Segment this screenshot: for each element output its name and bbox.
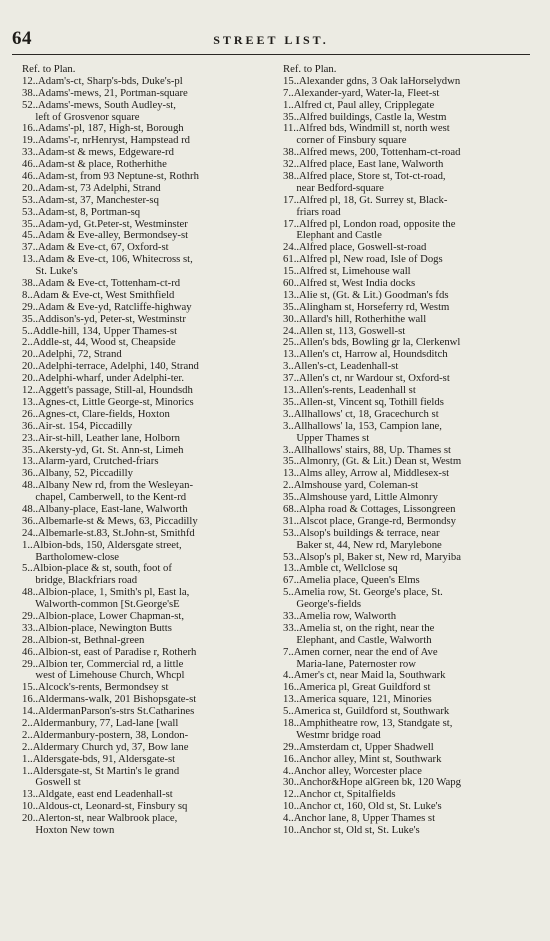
- street-entry: 29..Albion-place, Lower Chapman-st,: [22, 610, 185, 622]
- street-entry: 30..Anchor&Hope alGreen bk, 120 Wapg: [283, 777, 461, 789]
- street-entry: George's-fields: [283, 599, 362, 611]
- street-entry: west of Limehouse Church, Whcpl: [22, 670, 185, 682]
- street-entry: 12..Anchor ct, Spitalfields: [283, 789, 396, 801]
- street-entry: 53..Adam-st, 37, Manchester-sq: [22, 194, 159, 206]
- street-entry: Goswell st: [22, 777, 81, 789]
- right-column: [283, 64, 535, 837]
- street-entry: 2..Aldermanbury, 77, Lad-lane [wall: [22, 717, 179, 729]
- street-entry: 17..Alfred pl, London road, opposite the: [283, 218, 456, 230]
- street-entry: 13..Alarm-yard, Crutched-friars: [22, 456, 159, 468]
- column-heading: Ref. to Plan.: [283, 64, 337, 75]
- street-entry: 15..Alexander gdns, 3 Oak laHorselydwn: [283, 75, 461, 87]
- street-entry: Westmr bridge road: [283, 729, 381, 741]
- street-entry: 20..Adelphi-terrace, Adelphi, 140, Strand: [22, 361, 199, 373]
- street-entry: Bartholomew-close: [22, 551, 120, 563]
- street-entry: 13..Adam & Eve-ct, 106, Whitecross st,: [22, 254, 193, 266]
- street-entry: 35..Alingham st, Horseferry rd, Westm: [283, 301, 450, 313]
- street-entry: 20..Adelphi-wharf, under Adelphi-ter.: [22, 373, 185, 385]
- street-entry: 33..Adam-st & mews, Edgeware-rd: [22, 147, 174, 159]
- street-entry: 13..Aldgate, east end Leadenhall-st: [22, 789, 173, 801]
- street-entry: 46..Albion-st, east of Paradise r, Rotherh: [22, 646, 197, 658]
- street-entry: 29..Albion ter, Commercial rd, a little: [22, 658, 184, 670]
- street-entry: 13..Alie st, (Gt. & Lit.) Goodman's fds: [283, 289, 449, 301]
- street-entry: 13..Alms alley, Arrow al, Middlesex-st: [283, 468, 450, 480]
- page-header: [12, 28, 530, 55]
- street-entry: 20..Alerton-st, near Walbrook place,: [22, 813, 178, 825]
- street-entry: 33..Albion-place, Newington Butts: [22, 622, 172, 634]
- street-entry: 18..Amphitheatre row, 13, Standgate st,: [283, 717, 453, 729]
- street-entry: 35..Almshouse yard, Little Almonry: [283, 492, 438, 504]
- street-entry: 53..Adam-st, 8, Portman-sq: [22, 206, 141, 218]
- street-entry: 2..Aldermary Church yd, 37, Bow lane: [22, 741, 189, 753]
- street-entry: Walworth-common [St.George'sE: [22, 599, 180, 611]
- street-entry: 1..Albion-bds, 150, Aldersgate street,: [22, 539, 182, 551]
- street-entry: 37..Adam & Eve-ct, 67, Oxford-st: [22, 242, 169, 254]
- street-entry: 11..Alfred bds, Windmill st, north west: [283, 123, 450, 135]
- street-entry: 17..Alfred pl, 18, Gt. Surrey st, Black-: [283, 194, 448, 206]
- street-entry: 10..Anchor st, Old st, St. Luke's: [283, 825, 420, 836]
- street-entry: Elephant and Castle: [283, 230, 382, 242]
- street-entry: 31..Alscot place, Grange-rd, Bermondsy: [283, 515, 457, 527]
- street-entry: friars road: [283, 206, 341, 218]
- street-entry: bridge, Blackfriars road: [22, 575, 138, 587]
- street-entry: 53..Alsop's pl, Baker st, New rd, Maryiba: [283, 551, 461, 563]
- street-entry: 29..Amsterdam ct, Upper Shadwell: [283, 741, 434, 753]
- street-entry: 13..Allen's-rents, Leadenhall st: [283, 385, 416, 397]
- street-entry: 10..Aldous-ct, Leonard-st, Finsbury sq: [22, 801, 188, 813]
- street-entry: 3..Allen's-ct, Leadenhall-st: [283, 361, 399, 373]
- street-entry: 15..Alcock's-rents, Bermondsey st: [22, 682, 169, 694]
- street-entry: Maria-lane, Paternoster row: [283, 658, 416, 670]
- street-entry: 7..Alexander-yard, Water-la, Fleet-st: [283, 87, 440, 99]
- street-entry: 5..America st, Guildford st, Southwark: [283, 706, 450, 718]
- street-entry: Upper Thames st: [283, 432, 370, 444]
- street-entry: 32..Alfred place, East lane, Walworth: [283, 159, 444, 171]
- street-entry: 19..Adams'-r, nrHenryst, Hampstead rd: [22, 135, 191, 147]
- street-entry: 29..Adam & Eve-yd, Ratcliffe-highway: [22, 301, 192, 313]
- street-entry: 28..Albion-st, Bethnal-green: [22, 634, 145, 646]
- street-entry: 36..Albany, 52, Piccadilly: [22, 468, 133, 480]
- street-entry: 24..Alfred place, Goswell-st-road: [283, 242, 427, 254]
- street-entry: 53..Alsop's buildings & terrace, near: [283, 527, 440, 539]
- street-entry: 30..Allard's hill, Rotherhithe wall: [283, 313, 427, 325]
- street-entry: 35..Akersty-yd, Gt. St. Ann-st, Limeh: [22, 444, 184, 456]
- street-entry: 20..Adelphi, 72, Strand: [22, 349, 122, 361]
- street-entry: 16..Adams'-pl, 187, High-st, Borough: [22, 123, 184, 135]
- street-entry: 1..Alfred ct, Paul alley, Cripplegate: [283, 99, 435, 111]
- street-entry: 4..Anchor alley, Worcester place: [283, 765, 422, 777]
- street-entry: 3..Allhallows' stairs, 88, Up. Thames st: [283, 444, 451, 456]
- street-entry: 20..Adam-st, 73 Adelphi, Strand: [22, 182, 161, 194]
- street-entry: Baker st, 44, New rd, Marylebone: [283, 539, 442, 551]
- street-entry: 35..Addison's-yd, Peter-st, Westminstr: [22, 313, 186, 325]
- street-entry: 5..Addle-hill, 134, Upper Thames-st: [22, 325, 178, 337]
- street-entry: 38..Alfred place, Store st, Tot-ct-road,: [283, 171, 446, 183]
- street-entry: 33..Amelia st, on the right, near the: [283, 622, 435, 634]
- street-entry: chapel, Camberwell, to the Kent-rd: [22, 492, 187, 504]
- street-entry: 33..Amelia row, Walworth: [283, 610, 397, 622]
- street-entry: 35..Adam-yd, Gt.Peter-st, Westminster: [22, 218, 188, 230]
- street-entry: 61..Alfred pl, New road, Isle of Dogs: [283, 254, 443, 266]
- street-entry: 38..Adams'-mews, 21, Portman-square: [22, 87, 188, 99]
- street-entry: 2..Almshouse yard, Coleman-st: [283, 480, 419, 492]
- street-entry: 46..Adam-st & place, Rotherhithe: [22, 159, 167, 171]
- street-entry: 12..Aggett's passage, Still-al, Houndsdh: [22, 385, 193, 397]
- street-entry: 13..Amble ct, Wellclose sq: [283, 563, 398, 575]
- street-entry: 38..Alfred mews, 200, Tottenham-ct-road: [283, 147, 461, 159]
- street-entry: 24..Allen st, 113, Goswell-st: [283, 325, 406, 337]
- street-entry: 5..Amelia row, St. George's place, St.: [283, 587, 443, 599]
- street-entry: 35..Alfred buildings, Castle la, Westm: [283, 111, 447, 123]
- left-column: [22, 64, 280, 837]
- street-entry: 68..Alpha road & Cottages, Lissongreen: [283, 503, 456, 515]
- street-entry: 48..Albany New rd, from the Wesleyan-: [22, 480, 194, 492]
- column-heading: Ref. to Plan.: [22, 64, 76, 75]
- street-entry: 10..Anchor ct, 160, Old st, St. Luke's: [283, 801, 442, 813]
- street-entry: 36..Air-st. 154, Piccadilly: [22, 420, 133, 432]
- street-entry: 3..Allhallows' ct, 18, Gracechurch st: [283, 408, 439, 420]
- street-entry: 12..Adam's-ct, Sharp's-bds, Duke's-pl: [22, 75, 183, 87]
- street-entry: corner of Finsbury square: [283, 135, 407, 147]
- street-entry: 35..Almonry, (Gt. & Lit.) Dean st, Westm: [283, 456, 462, 468]
- street-entry: near Bedford-square: [283, 182, 384, 194]
- street-entry: 13..America square, 121, Minories: [283, 694, 432, 706]
- street-entry: 48..Albany-place, East-lane, Walworth: [22, 503, 188, 515]
- street-entry: 13..Allen's ct, Harrow al, Houndsditch: [283, 349, 448, 361]
- street-entry: 5..Albion-place & st, south, foot of: [22, 563, 172, 575]
- street-entry: 25..Allen's bds, Bowling gr la, Clerkenwl: [283, 337, 461, 349]
- street-entry: 2..Aldermanbury-postern, 38, London-: [22, 729, 189, 741]
- street-entry: 8..Adam & Eve-ct, West Smithfield: [22, 289, 175, 301]
- street-entry: 16..America pl, Great Guildford st: [283, 682, 431, 694]
- street-entry: 38..Adam & Eve-ct, Tottenham-ct-rd: [22, 278, 181, 290]
- street-entry: 4..Anchor lane, 8, Upper Thames st: [283, 813, 436, 825]
- street-entry: 1..Aldersgate-bds, 91, Aldersgate-st: [22, 753, 176, 765]
- street-entry: 14..AldermanParson's-strs St.Catharines: [22, 706, 195, 718]
- street-entry: 36..Albemarle-st & Mews, 63, Piccadilly: [22, 515, 198, 527]
- page-number: 64: [12, 28, 32, 49]
- street-entry: 3..Allhallows' la, 153, Campion lane,: [283, 420, 442, 432]
- street-entry: 45..Adam & Eve-alley, Bermondsey-st: [22, 230, 189, 242]
- street-entry: 46..Adam-st, from 93 Neptune-st, Rothrh: [22, 171, 199, 183]
- street-entry: 24..Albemarle-st.83, St.John-st, Smithfd: [22, 527, 195, 539]
- street-entry: 52..Adams'-mews, South Audley-st,: [22, 99, 176, 111]
- street-entry: 37..Allen's ct, nr Wardour st, Oxford-st: [283, 373, 450, 385]
- street-entry: 35..Allen-st, Vincent sq, Tothill fields: [283, 396, 444, 408]
- street-entry: 60..Alfred st, West India docks: [283, 278, 416, 290]
- street-entry: Hoxton New town: [22, 825, 115, 836]
- street-entry: left of Grosvenor square: [22, 111, 140, 123]
- street-entry: 1..Aldersgate-st, St Martin's le grand: [22, 765, 180, 777]
- street-entry: 7..Amen corner, near the end of Ave: [283, 646, 438, 658]
- street-entry: 48..Albion-place, 1, Smith's pl, East la,: [22, 587, 190, 599]
- street-entry: 67..Amelia place, Queen's Elms: [283, 575, 420, 587]
- street-entry: 13..Agnes-ct, Little George-st, Minorics: [22, 396, 194, 408]
- street-entry: 16..Aldermans-walk, 201 Bishopsgate-st: [22, 694, 197, 706]
- street-entry: Elephant, and Castle, Walworth: [283, 634, 432, 646]
- street-entry: 26..Agnes-ct, Clare-fields, Hoxton: [22, 408, 170, 420]
- street-entry: 15..Alfred st, Limehouse wall: [283, 266, 411, 278]
- street-entry: 4..Amer's ct, near Maid la, Southwark: [283, 670, 446, 682]
- street-entry: St. Luke's: [22, 266, 78, 278]
- running-title: STREET LIST.: [213, 33, 329, 47]
- street-entry: 16..Anchor alley, Mint st, Southwark: [283, 753, 442, 765]
- street-entry: 23..Air-st-hill, Leather lane, Holborn: [22, 432, 180, 444]
- street-entry: 2..Addle-st, 44, Wood st, Cheapside: [22, 337, 176, 349]
